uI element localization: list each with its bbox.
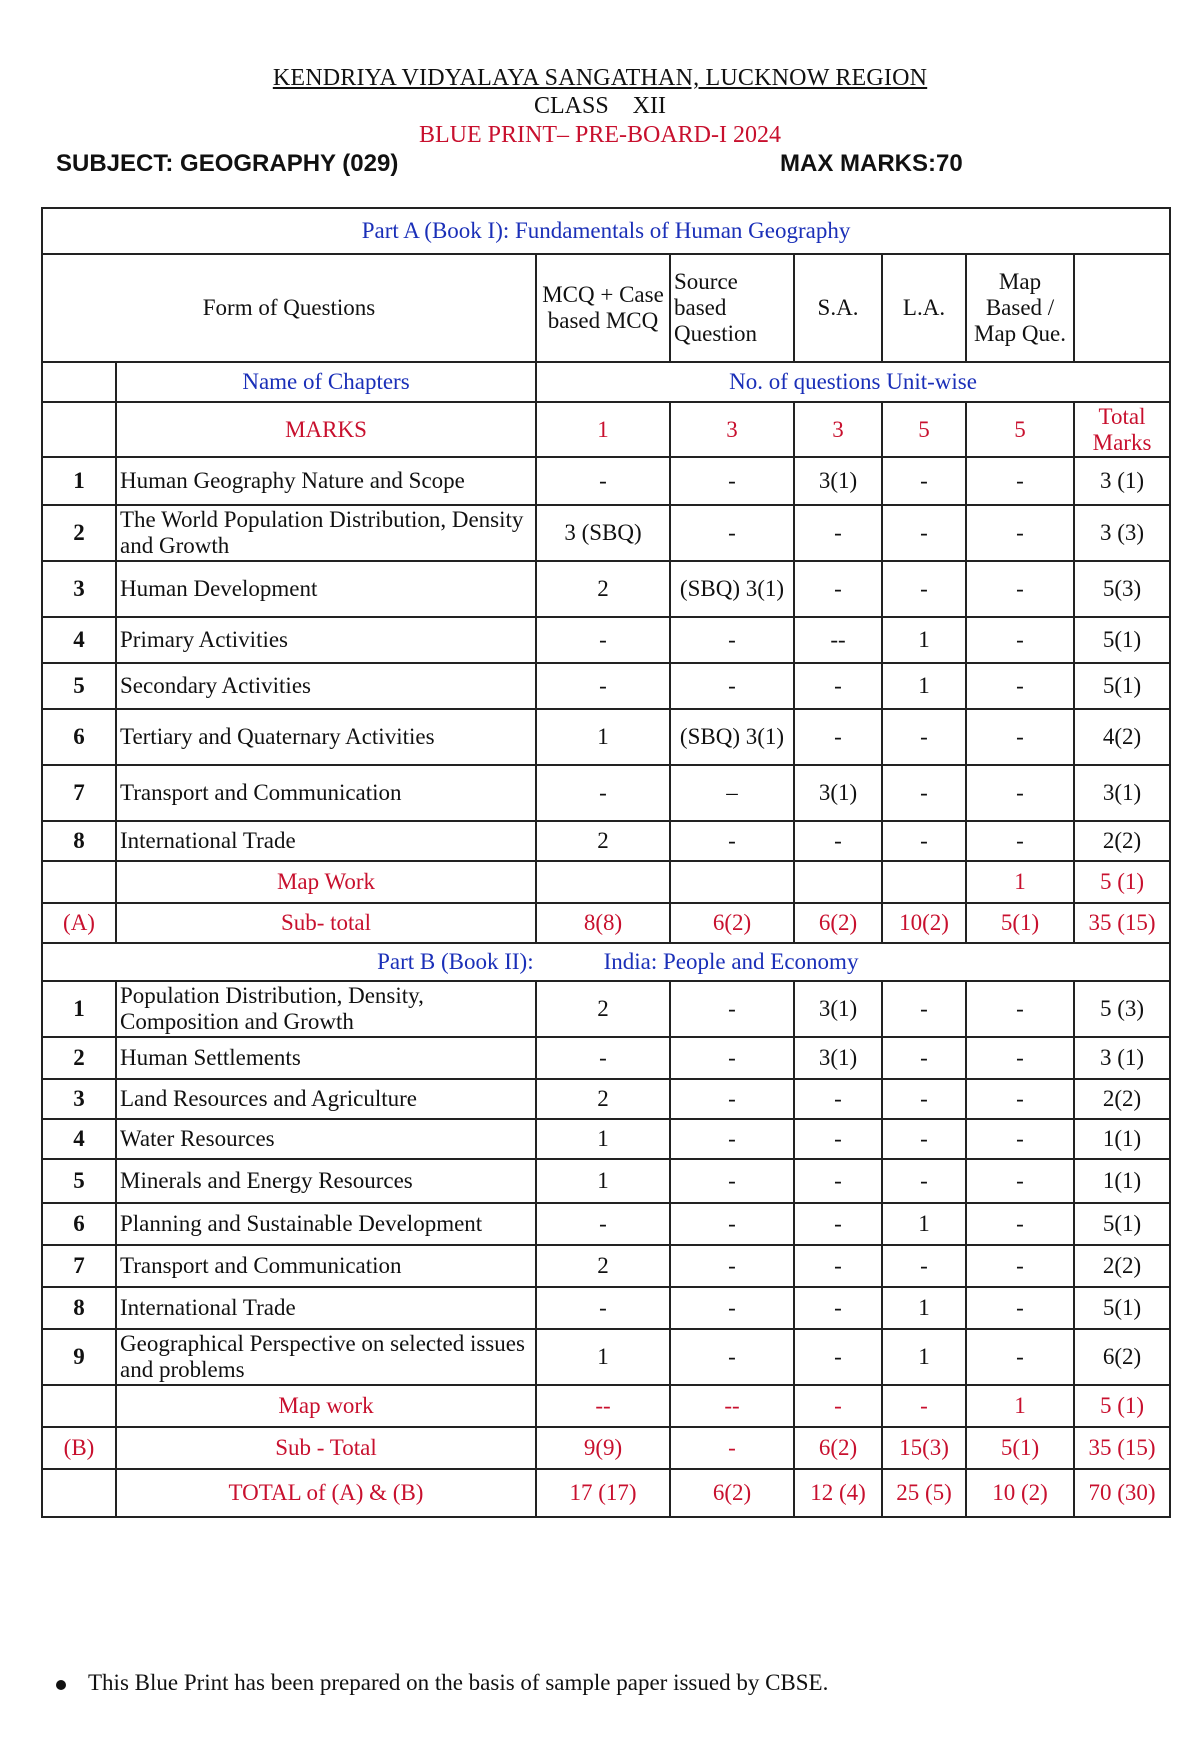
form-of-questions-header: Form of Questions — [42, 254, 536, 362]
subtotal-total: 35 (15) — [1074, 903, 1170, 943]
marks-label: MARKS — [116, 402, 536, 457]
sbq-cell: - — [670, 505, 794, 561]
empty-cell — [882, 861, 966, 903]
sa-cell: - — [794, 1287, 882, 1329]
sbq-cell: - — [670, 1203, 794, 1245]
sa-cell: 3(1) — [794, 1037, 882, 1079]
grand-total-map: 10 (2) — [966, 1469, 1074, 1517]
la-cell: - — [882, 1037, 966, 1079]
sbq-cell: - — [670, 1159, 794, 1203]
sa-cell: 3(1) — [794, 457, 882, 505]
mcq-cell: 1 — [536, 709, 670, 765]
map-cell: - — [966, 505, 1074, 561]
table-row — [42, 1159, 1170, 1203]
table-row — [42, 1037, 1170, 1079]
chapter-number: 6 — [42, 709, 116, 765]
part-a-subtotal-row — [42, 903, 1170, 943]
total-cell: 4(2) — [1074, 709, 1170, 765]
map-cell: - — [966, 981, 1074, 1037]
chapter-number: 8 — [42, 821, 116, 861]
chapter-name: Water Resources — [116, 1119, 536, 1159]
chapter-number: 8 — [42, 1287, 116, 1329]
table-row — [42, 505, 1170, 561]
total-cell: 2(2) — [1074, 1245, 1170, 1287]
mcq-cell: 2 — [536, 1079, 670, 1119]
table-row — [42, 617, 1170, 663]
total-marks-header: Total Marks — [1074, 402, 1170, 457]
chapter-name: Land Resources and Agriculture — [116, 1079, 536, 1119]
map-cell: - — [966, 1159, 1074, 1203]
sa-cell: 3(1) — [794, 765, 882, 821]
empty-cell — [42, 362, 116, 402]
table-row — [42, 1079, 1170, 1119]
la-header: L.A. — [882, 254, 966, 362]
chapter-header-row — [42, 362, 1170, 402]
mcq-cell: - — [536, 617, 670, 663]
marks-value: 3 — [670, 402, 794, 457]
map-cell: - — [966, 457, 1074, 505]
map-cell: - — [966, 821, 1074, 861]
mcq-cell: - — [536, 1287, 670, 1329]
empty-cell — [42, 861, 116, 903]
chapter-number: 2 — [42, 505, 116, 561]
sbq-cell: - — [670, 1245, 794, 1287]
chapter-number: 3 — [42, 1079, 116, 1119]
chapter-number: 5 — [42, 1159, 116, 1203]
source-based-header: Source based Question — [670, 254, 794, 362]
marks-value: 1 — [536, 402, 670, 457]
part-b-title-row — [42, 943, 1170, 981]
mcq-cell: 2 — [536, 821, 670, 861]
mcq-cell: 2 — [536, 981, 670, 1037]
mcq-cell: 2 — [536, 561, 670, 617]
table-row — [42, 709, 1170, 765]
mcq-cell: 3 (SBQ) — [536, 505, 670, 561]
mcq-cell: -- — [536, 1385, 670, 1427]
chapter-number: 4 — [42, 1119, 116, 1159]
empty-cell — [794, 861, 882, 903]
map-cell: - — [966, 1329, 1074, 1385]
subtotal-mcq: 8(8) — [536, 903, 670, 943]
total-cell: 3 (1) — [1074, 457, 1170, 505]
part-a-map-row — [42, 861, 1170, 903]
total-cell: 5 (1) — [1074, 1385, 1170, 1427]
blueprint-table — [41, 207, 1171, 1518]
subtotal-tag: (A) — [42, 903, 116, 943]
map-header: Map Based / Map Que. — [966, 254, 1074, 362]
table-row — [42, 1329, 1170, 1385]
table-row — [42, 663, 1170, 709]
map-work-label: Map work — [116, 1385, 536, 1427]
chapter-number: 5 — [42, 663, 116, 709]
chapter-name: The World Population Distribution, Density and Growth — [116, 505, 536, 561]
map-cell: - — [966, 1287, 1074, 1329]
part-b-map-row — [42, 1385, 1170, 1427]
chapter-number: 6 — [42, 1203, 116, 1245]
la-cell: - — [882, 1079, 966, 1119]
sa-cell: 3(1) — [794, 981, 882, 1037]
mcq-cell: - — [536, 1203, 670, 1245]
chapter-name: Secondary Activities — [116, 663, 536, 709]
la-cell: 1 — [882, 1203, 966, 1245]
sa-cell: - — [794, 505, 882, 561]
la-cell: - — [882, 1245, 966, 1287]
la-cell: - — [882, 821, 966, 861]
max-marks-label: MAX MARKS:70 — [780, 150, 963, 177]
la-cell: - — [882, 981, 966, 1037]
table-row — [42, 457, 1170, 505]
chapter-number: 1 — [42, 457, 116, 505]
mcq-cell: 1 — [536, 1119, 670, 1159]
map-cell: - — [966, 1037, 1074, 1079]
map-cell: 1 — [966, 1385, 1074, 1427]
la-cell: 1 — [882, 617, 966, 663]
chapter-number: 7 — [42, 765, 116, 821]
la-cell: - — [882, 1159, 966, 1203]
empty-cell — [42, 1385, 116, 1427]
map-cell: - — [966, 1245, 1074, 1287]
unit-wise-header: No. of questions Unit-wise — [536, 362, 1170, 402]
part-b-subtotal-row — [42, 1427, 1170, 1469]
sa-cell: - — [794, 561, 882, 617]
grand-total-sbq: 6(2) — [670, 1469, 794, 1517]
la-cell: - — [882, 457, 966, 505]
name-of-chapters-header: Name of Chapters — [116, 362, 536, 402]
total-cell: 5 (3) — [1074, 981, 1170, 1037]
total-cell: 6(2) — [1074, 1329, 1170, 1385]
subtotal-sa: 6(2) — [794, 903, 882, 943]
sa-cell: - — [794, 1203, 882, 1245]
la-cell: - — [882, 561, 966, 617]
la-cell: 1 — [882, 1329, 966, 1385]
table-row — [42, 1119, 1170, 1159]
table-row — [42, 1287, 1170, 1329]
chapter-name: Planning and Sustainable Development — [116, 1203, 536, 1245]
chapter-number: 2 — [42, 1037, 116, 1079]
subtotal-map: 5(1) — [966, 903, 1074, 943]
chapter-number: 7 — [42, 1245, 116, 1287]
chapter-name: Transport and Communication — [116, 1245, 536, 1287]
la-cell: - — [882, 505, 966, 561]
grand-total-la: 25 (5) — [882, 1469, 966, 1517]
subtotal-tag: (B) — [42, 1427, 116, 1469]
table-row — [42, 1203, 1170, 1245]
sbq-cell: - — [670, 821, 794, 861]
total-cell: 5(1) — [1074, 1287, 1170, 1329]
empty-cell — [670, 861, 794, 903]
grand-total-total: 70 (30) — [1074, 1469, 1170, 1517]
marks-value: 5 — [882, 402, 966, 457]
sbq-cell: -- — [670, 1385, 794, 1427]
chapter-name: Human Geography Nature and Scope — [116, 457, 536, 505]
total-cell: 1(1) — [1074, 1159, 1170, 1203]
map-cell: - — [966, 765, 1074, 821]
organization-title: KENDRIYA VIDYALAYA SANGATHAN, LUCKNOW REGION — [272, 65, 928, 91]
total-cell: 2(2) — [1074, 1079, 1170, 1119]
la-cell: - — [882, 1119, 966, 1159]
map-work-label: Map Work — [116, 861, 536, 903]
empty-header-cell — [1074, 254, 1170, 362]
part-a-title-row — [42, 208, 1170, 254]
sbq-cell: - — [670, 617, 794, 663]
la-cell: 1 — [882, 1287, 966, 1329]
sbq-cell: (SBQ) 3(1) — [670, 709, 794, 765]
grand-total-mcq: 17 (17) — [536, 1469, 670, 1517]
subtotal-sbq: 6(2) — [670, 903, 794, 943]
sa-cell: - — [794, 821, 882, 861]
total-cell: 2(2) — [1074, 821, 1170, 861]
class-line: CLASS XII — [533, 93, 666, 119]
subtotal-la: 15(3) — [882, 1427, 966, 1469]
blueprint-title: BLUE PRINT– PRE-BOARD-I 2024 — [418, 122, 781, 148]
footer-note — [56, 1670, 828, 1696]
bullet-icon — [56, 1680, 66, 1690]
marks-value: 5 — [966, 402, 1074, 457]
map-cell: - — [966, 1203, 1074, 1245]
chapter-number: 1 — [42, 981, 116, 1037]
chapter-name: Minerals and Energy Resources — [116, 1159, 536, 1203]
sa-cell: - — [794, 1385, 882, 1427]
chapter-name: Population Distribution, Density, Composition and Growth — [116, 981, 536, 1037]
chapter-number: 3 — [42, 561, 116, 617]
chapter-name: International Trade — [116, 1287, 536, 1329]
total-cell: 3(1) — [1074, 765, 1170, 821]
sbq-cell: (SBQ) 3(1) — [670, 561, 794, 617]
sbq-cell: - — [670, 663, 794, 709]
mcq-cell: - — [536, 765, 670, 821]
part-b-book: Part B (Book II): — [377, 949, 534, 974]
subtotal-la: 10(2) — [882, 903, 966, 943]
mcq-cell: - — [536, 663, 670, 709]
sa-cell: - — [794, 663, 882, 709]
chapter-number: 9 — [42, 1329, 116, 1385]
chapter-name: Geographical Perspective on selected issues and problems — [116, 1329, 536, 1385]
sbq-cell: - — [670, 1119, 794, 1159]
chapter-name: Human Development — [116, 561, 536, 617]
subtotal-mcq: 9(9) — [536, 1427, 670, 1469]
sbq-cell: - — [670, 1287, 794, 1329]
subtotal-sbq: - — [670, 1427, 794, 1469]
empty-cell — [536, 861, 670, 903]
sa-cell: - — [794, 1159, 882, 1203]
sbq-cell: - — [670, 1079, 794, 1119]
sa-cell: - — [794, 1329, 882, 1385]
chapter-number: 4 — [42, 617, 116, 663]
sbq-cell: – — [670, 765, 794, 821]
empty-cell — [42, 1469, 116, 1517]
chapter-name: International Trade — [116, 821, 536, 861]
map-cell: - — [966, 617, 1074, 663]
part-b-title — [42, 943, 1170, 981]
sa-cell: - — [794, 1245, 882, 1287]
sbq-cell: - — [670, 1037, 794, 1079]
chapter-name: Primary Activities — [116, 617, 536, 663]
sa-cell: -- — [794, 617, 882, 663]
table-row — [42, 765, 1170, 821]
sbq-cell: - — [670, 1329, 794, 1385]
subtotal-label: Sub - Total — [116, 1427, 536, 1469]
total-cell: 1(1) — [1074, 1119, 1170, 1159]
la-cell: - — [882, 709, 966, 765]
column-header-row — [42, 254, 1170, 362]
subtotal-total: 35 (15) — [1074, 1427, 1170, 1469]
total-cell: 5 (1) — [1074, 861, 1170, 903]
total-cell: 5(3) — [1074, 561, 1170, 617]
la-cell: - — [882, 1385, 966, 1427]
subject-label: SUBJECT: GEOGRAPHY (029) — [56, 150, 399, 177]
la-cell: 1 — [882, 663, 966, 709]
total-cell: 5(1) — [1074, 1203, 1170, 1245]
footer-note-text: This Blue Print has been prepared on the basis of sample paper issued by CBSE. — [88, 1670, 829, 1695]
subtotal-sa: 6(2) — [794, 1427, 882, 1469]
grand-total-label: TOTAL of (A) & (B) — [116, 1469, 536, 1517]
total-cell: 5(1) — [1074, 617, 1170, 663]
grand-total-sa: 12 (4) — [794, 1469, 882, 1517]
marks-row — [42, 402, 1170, 457]
mcq-cell: - — [536, 457, 670, 505]
total-cell: 3 (3) — [1074, 505, 1170, 561]
map-cell: - — [966, 663, 1074, 709]
sa-cell: - — [794, 1079, 882, 1119]
sbq-cell: - — [670, 981, 794, 1037]
map-cell: - — [966, 561, 1074, 617]
chapter-name: Tertiary and Quaternary Activities — [116, 709, 536, 765]
map-cell: - — [966, 1119, 1074, 1159]
mcq-header: MCQ + Case based MCQ — [536, 254, 670, 362]
map-cell: - — [966, 1079, 1074, 1119]
table-row — [42, 561, 1170, 617]
total-cell: 5(1) — [1074, 663, 1170, 709]
table-row — [42, 981, 1170, 1037]
subtotal-label: Sub- total — [116, 903, 536, 943]
table-row — [42, 821, 1170, 861]
mcq-cell: 2 — [536, 1245, 670, 1287]
map-cell: - — [966, 709, 1074, 765]
marks-value: 3 — [794, 402, 882, 457]
mcq-cell: 1 — [536, 1159, 670, 1203]
sa-cell: - — [794, 709, 882, 765]
la-cell: - — [882, 765, 966, 821]
sbq-cell: - — [670, 457, 794, 505]
grand-total-row — [42, 1469, 1170, 1517]
sa-cell: - — [794, 1119, 882, 1159]
chapter-name: Transport and Communication — [116, 765, 536, 821]
mcq-cell: - — [536, 1037, 670, 1079]
subtotal-map: 5(1) — [966, 1427, 1074, 1469]
map-cell: 1 — [966, 861, 1074, 903]
chapter-name: Human Settlements — [116, 1037, 536, 1079]
part-b-subtitle: India: People and Economy — [603, 949, 859, 974]
mcq-cell: 1 — [536, 1329, 670, 1385]
table-row — [42, 1245, 1170, 1287]
part-a-title: Part A (Book I): Fundamentals of Human Geography — [42, 208, 1170, 254]
total-cell: 3 (1) — [1074, 1037, 1170, 1079]
empty-cell — [42, 402, 116, 457]
sa-header: S.A. — [794, 254, 882, 362]
